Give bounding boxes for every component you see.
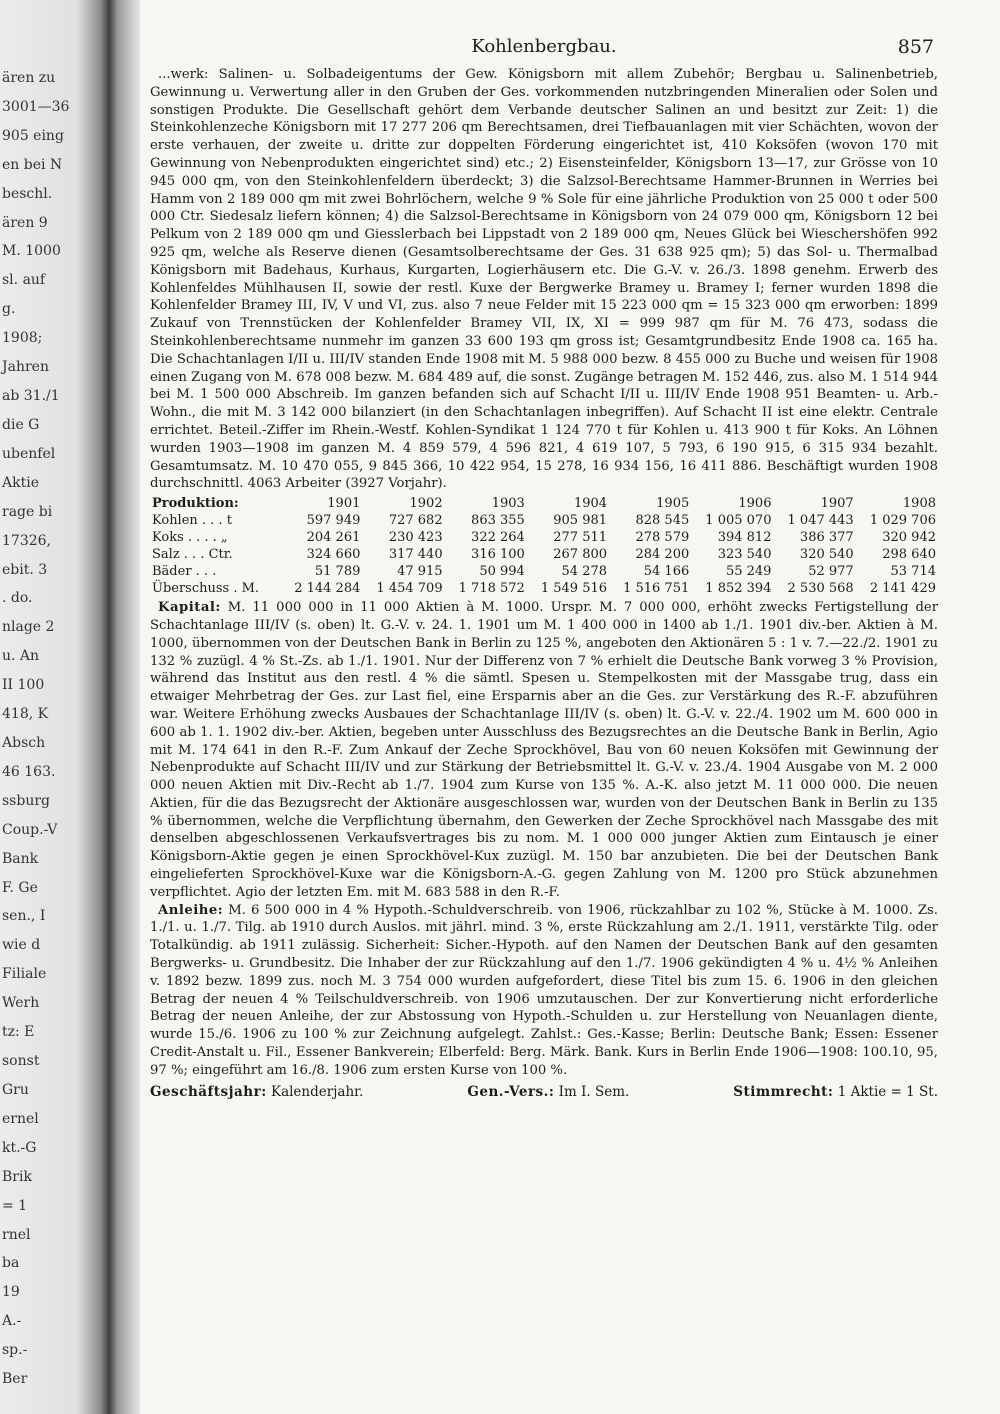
geschaeftsjahr-label: Geschäftsjahr:	[150, 1083, 267, 1100]
production-year-header: 1903	[491, 496, 525, 512]
production-cell: 863 355	[471, 513, 525, 529]
adjacent-page-text: 19	[2, 1284, 20, 1301]
adjacent-page-text: ssburg	[2, 792, 51, 809]
production-row	[150, 512, 938, 529]
production-cell: 1 454 709	[376, 581, 443, 597]
kapital-section	[150, 599, 938, 902]
production-cell: 1 852 394	[705, 581, 772, 597]
adjacent-page-text: wie d	[2, 937, 41, 954]
production-cell: 277 511	[553, 530, 608, 546]
production-row-label: Bäder . . .	[152, 564, 217, 580]
kapital-label: Kapital:	[158, 600, 221, 616]
adjacent-page-text: sonst	[2, 1053, 40, 1070]
production-cell: 394 812	[717, 530, 772, 546]
production-cell: 55 249	[725, 564, 772, 580]
production-cell: 2 530 568	[787, 581, 854, 597]
adjacent-page-text: u. An	[2, 648, 40, 665]
anleihe-text: M. 6 500 000 in 4 % Hypoth.-Schuldverschreib. von 1906, rückzahlbar zu 102 %, Stücke à M. 1000. Zs. 1./1. u. 1./7. Tilg. ab 1910 durch Auslos. mit jährl. mind. 3 %, erste Rückzahlung am 2./1. 1911, verstärkte Tilg. oder Totalkündig. ab 1911 zulässig. Sicherheit: Sicher.-Hypoth. auf den Namen der Deutschen Bank auf den gesamten Bergwerks- u. Grundbesitz. Die Inhaber der zur Rückzahlung auf den 1./7. 1906 gekündigten 4 % u. 4½ % Anleihen v. 1892 bezw. 1899 zus. noch M. 3 754 000 wurden aufgefordert, diese Titel bis zum 15. 6. 1906 in den gleichen Betrag der neuen 4 % Teilschuldverschreib. von 1906 umzutauschen. Der zur Konvertierung nicht erforderliche Betrag der neuen Anleihe, der zur Abstossung von Hypoth.-Schulden u. zur Herstellung von Neuanlagen diente, wurde 15./6. 1906 zu 100 % zur Zeichnung aufgelegt. Zahlst.: Ges.-Kasse; Berlin: Deutsche Bank; Essen: Essener Credit-Anstalt u. Fil., Essener Bankverein; Elberfeld: Berg. Märk. Bank. Kurs in Berlin Ende 1906—1908: 100.10, 95, 97 %; eingeführt am 16./8. 1906 zum ersten Kurse von 100 %.	[150, 902, 938, 1078]
adjacent-page-text: Absch	[2, 735, 46, 751]
production-cell: 1 718 572	[458, 581, 525, 597]
production-cell: 320 540	[799, 547, 854, 563]
adjacent-page-text: ubenfel	[2, 445, 56, 462]
production-cell: 323 540	[717, 547, 772, 563]
adjacent-page-text: Brik	[2, 1168, 32, 1185]
production-cell: 267 800	[553, 547, 608, 563]
adjacent-page-text: kt.-G	[2, 1139, 37, 1156]
production-header-row	[150, 495, 938, 512]
production-row-label: Kohlen . . . t	[152, 513, 232, 529]
production-cell: 1 029 706	[869, 513, 936, 529]
production-cell: 284 200	[635, 547, 690, 563]
production-row	[150, 529, 938, 546]
production-cell: 53 714	[890, 564, 936, 580]
production-cell: 50 994	[479, 564, 525, 580]
production-year-header: 1902	[409, 496, 443, 512]
production-cell: 230 423	[388, 530, 443, 546]
production-year-header: 1904	[573, 496, 608, 512]
running-title: Kohlenbergbau.	[471, 36, 617, 57]
production-cell: 386 377	[799, 530, 854, 546]
adjacent-page-text: sl. auf	[2, 272, 46, 289]
company-description: ...werk: Salinen- u. Solbadeigentums der Gew. Königsborn mit allem Zubehör; Bergbau u. Salinenbetrieb, Gewinnung u. Verwertung aller in den Gruben der Ges. vorkommenden nutzbringenden Mineralien oder Solen und sonstigen Produkte. Die Gesellschaft gehört dem Verbande deutscher Salinen an und besitzt zur Zeit: 1) die Steinkohlenzeche Königsborn mit 17 277 206 qm Berechtsamen, drei Tiefbauanlagen mit vier Schächten, wovon der erste verhauen, der zweite u. dritte zur doppelten Förderung eingerichtet ist, 410 Koksöfen (wovon 170 mit Gewinnung von Nebenprodukten eingerichtet sind) etc.; 2) Eisensteinfelder, Königsborn 13—17, zur Grösse von 10 945 000 qm, von den Steinkohlenfeldern überdeckt; 3) die Salzsol-Berechtsame Hammer-Brunnen in Werries bei Hamm von 2 189 000 qm mit zwei Bohrlöchern, welche 9 % Sole für eine jährliche Produktion von 25 000 t oder 500 000 Ctr. Siedesalz liefern können; 4) die Salzsol-Berechtsame in Königsborn von 24 079 000 qm, Königsborn 12 bei Pelkum von 2 189 000 qm und Giesslerbach bei Lippstadt von 2 189 000 qm, Neues Glück bei Wieschershöfen 992 925 qm, welche als Reserve dienen (Gesamtsolberechtsame der Ges. 31 638 925 qm); 5) das Sol- u. Thermalbad Königsborn mit Badehaus, Kurhaus, Kurgarten, Logierhäusern etc. Die G.-V. v. 26./3. 1898 genehm. Erwerb des Kohlenfeldes Mühlhausen II, sowie der restl. Kuxe der Bergwerke Bramey u. Bramey I; ferner wurden 1898 die Kohlenfelder Bramey III, IV, V und VI, zus. also 7 neue Felder mit 15 223 000 qm = 15 323 000 qm erworben: 1899 Zukauf von Trennstücken der Kohlenfelder Bramey VII, IX, XI = 999 987 qm für M. 76 473, sodass die Steinkohlenberechtsame nunmehr im ganzen 33 600 193 qm gross ist; Gesamtgrundbesitz Ende 1908 ca. 165 ha. Die Schachtanlagen I/II u. III/IV standen Ende 1908 mit M. 5 988 000 bezw. 8 455 000 zu Buche und weisen für 1908 einen Zugang von M. 678 008 bezw. M. 684 489 auf, die sonst. Zugänge betragen M. 152 446, zus. also M. 1 514 944 bei M. 1 500 000 Abschreib. Im ganzen befanden sich auf Schacht I/II u. III/IV Ende 1908 951 Beamten- u. Arb.-Wohn., die mit M. 3 142 000 bilanziert (in den Schachtanlagen inbegriffen). Auf Schacht II ist eine elektr. Centrale errichtet. Beteil.-Ziffer im Rhein.-Westf. Kohlen-Syndikat 1 124 770 t für Kohlen u. 413 900 t für Koks. An Löhnen wurden 1903—1908 im ganzen M. 4 859 579, 4 596 821, 4 619 107, 5 793, 6 190 915, 6 315 934 bezahlt. Gesamtumsatz. M. 10 470 055, 9 845 366, 10 422 954, 15 278, 16 934 156, 16 411 886. Beschäftigt wurden 1908 durchschnittl. 4063 Arbeiter (3927 Vorjahr).	[150, 67, 938, 492]
adjacent-page-text: II 100	[2, 677, 45, 694]
genvers-label: Gen.-Vers.:	[467, 1083, 555, 1100]
production-cell: 1 516 751	[623, 581, 690, 597]
footer-line	[150, 1084, 938, 1100]
production-cell: 47 915	[397, 564, 443, 580]
adjacent-page-text: Aktie	[2, 474, 39, 491]
page	[150, 30, 938, 1400]
production-row-label: Salz . . . Ctr.	[152, 547, 233, 563]
adjacent-page-text: beschl.	[2, 185, 53, 202]
anleihe-section	[150, 902, 938, 1080]
adjacent-page-text: A.-	[2, 1313, 22, 1330]
adjacent-page-text: sp.-	[2, 1342, 28, 1359]
adjacent-page-text: nlage 2	[2, 619, 55, 636]
page-number: 857	[897, 36, 934, 58]
production-label: Produktion:	[152, 496, 239, 512]
production-cell: 727 682	[388, 513, 443, 529]
adjacent-page-text: rnel	[2, 1226, 31, 1243]
adjacent-page-text: ernel	[2, 1110, 39, 1127]
production-year-header: 1907	[820, 496, 854, 512]
production-year-header: 1905	[656, 496, 690, 512]
adjacent-page-text: sen., I	[2, 908, 46, 925]
adjacent-page-text: M. 1000	[2, 243, 61, 260]
adjacent-page-text: tz: E	[2, 1024, 35, 1041]
production-cell: 597 949	[306, 513, 361, 529]
adjacent-page-text: Jahren	[2, 359, 49, 376]
production-cell: 322 264	[471, 530, 525, 546]
adjacent-page-text: ebit. 3	[2, 561, 48, 578]
adjacent-page-text: Werh	[2, 995, 40, 1012]
adjacent-page-fragment	[0, 0, 110, 1414]
stimmrecht-value: 1 Aktie = 1 St.	[837, 1083, 938, 1100]
production-cell: 52 977	[808, 564, 854, 580]
production-row-label: Überschuss . M.	[152, 581, 260, 597]
production-cell: 2 144 284	[294, 581, 361, 597]
adjacent-page-text: ba	[2, 1255, 20, 1272]
genvers-value: Im I. Sem.	[558, 1083, 630, 1100]
geschaeftsjahr-value: Kalenderjahr.	[270, 1083, 364, 1100]
production-cell: 54 278	[561, 564, 608, 580]
adjacent-page-text: 3001—36	[2, 98, 70, 115]
production-cell: 54 166	[643, 564, 690, 580]
production-cell: 828 545	[635, 513, 690, 529]
adjacent-page-text: F. Ge	[2, 879, 38, 896]
production-cell: 298 640	[882, 547, 936, 563]
adjacent-page-text: Gru	[2, 1081, 29, 1098]
production-year-header: 1906	[738, 496, 772, 512]
adjacent-page-text: 46 163.	[2, 763, 56, 780]
adjacent-page-text: Bank	[2, 850, 39, 867]
adjacent-page-text: 905 eing	[2, 127, 64, 144]
production-cell: 905 981	[553, 513, 608, 529]
adjacent-page-text: en bei N	[2, 156, 63, 173]
production-row-label: Koks . . . . „	[152, 530, 228, 546]
geschaeftsjahr	[150, 1084, 363, 1100]
production-row	[150, 580, 938, 597]
production-cell: 1 549 516	[540, 581, 608, 597]
production-year-header: 1901	[327, 496, 361, 512]
anleihe-label: Anleihe:	[158, 902, 224, 918]
stimmrecht-label: Stimmrecht:	[733, 1083, 834, 1100]
adjacent-page-text: ären 9	[2, 214, 48, 231]
production-cell: 320 942	[882, 530, 936, 546]
adjacent-page-text: 17326,	[2, 532, 51, 549]
adjacent-page-text: . do.	[2, 590, 33, 607]
production-cell: 1 047 443	[787, 513, 854, 529]
adjacent-page-text: Filiale	[2, 966, 47, 983]
production-row	[150, 546, 938, 563]
production-cell: 51 789	[314, 564, 361, 580]
production-table	[150, 495, 938, 597]
stimmrecht	[733, 1084, 938, 1100]
production-cell: 324 660	[306, 547, 361, 563]
production-row	[150, 563, 938, 580]
production-cell: 317 440	[388, 547, 443, 563]
adjacent-page-text: ären zu	[2, 70, 56, 86]
adjacent-page-text: Coup.-V	[2, 821, 58, 838]
adjacent-page-text: 418, K	[2, 706, 49, 723]
production-year-header: 1908	[902, 496, 936, 512]
adjacent-page-text: = 1	[2, 1197, 28, 1214]
adjacent-page-text: g.	[2, 301, 16, 318]
production-cell: 1 005 070	[705, 513, 772, 529]
production-cell: 204 261	[306, 530, 361, 546]
genvers	[467, 1084, 629, 1100]
page-header	[150, 30, 938, 66]
adjacent-page-text: die G	[2, 416, 40, 433]
production-cell: 278 579	[635, 530, 690, 546]
adjacent-page-text: 1908;	[2, 330, 43, 347]
adjacent-page-text: Ber	[2, 1371, 28, 1388]
adjacent-page-text: rage bi	[2, 503, 53, 520]
production-cell: 316 100	[471, 547, 525, 563]
kapital-text: M. 11 000 000 in 11 000 Aktien à M. 1000. Urspr. M. 7 000 000, erhöht zwecks Fertigstellung der Schachtanlage III/IV (s. oben) lt. G.-V. v. 24. 1. 1901 um M. 1 400 000 in 1400 ab 1./1. 1901 div.-ber. Aktien à M. 1000, übernommen von der Deutschen Bank in Berlin zu 125 %, angeboten den Aktionären 5 : 1 v. 7.—22./2. 1901 zu 132 % zuzügl. 4 % St.-Zs. ab 1./1. 1901. Nur der Differenz von 7 % erhielt die Deutsche Bank vorweg 3 % Provision, während das Institut aus den restl. 4 % die sämtl. Spesen u. Stempelkosten mit der Massgabe trug, dass ein etwaiger Mehrbetrag der Ges. zur Last fiel, eine Ersparnis aber an die Ges. zur Verstärkung des R.-F. abzuführen war. Weitere Erhöhung zwecks Ausbaues der Schachtanlage III/IV (s. oben) lt. G.-V. v. 22./4. 1902 um M. 600 000 in 600 ab 1. 1. 1902 div.-ber. Aktien, begeben unter Ausschluss des Bezugsrechtes an die Deutsche Bank in Berlin, Agio mit M. 174 641 in den R.-F. Zum Ankauf der Zeche Sprockhövel, Bau von 60 neuen Koksöfen mit Gewinnung der Nebenprodukte auf Schacht III/IV und zur Stärkung der Betriebsmittel lt. G.-V. v. 23./4. 1904 Ausgabe von M. 2 000 000 neuen Aktien mit Div.-Recht ab 1./7. 1904 zum Kurse von 135 %. A.-K. also jetzt M. 11 000 000. Die neuen Aktien, für die das Bezugsrecht der Aktionäre ausgeschlossen war, wurden von der Deutschen Bank in Berlin zu 135 % übernommen, welche die Verpflichtung übernahm, den Gewerken der Zeche Sprockhövel nach Massgabe des mit denselben abgeschlossenen Verkaufsvertrages bis zu nom. M. 1 000 000 junger Aktien zum Eintausch je einer Königsborn-Aktie gegen je einen Sprockhövel-Kux zuzügl. M. 150 bar anzubieten. Die bei der Deutschen Bank eingelieferten Sprockhövel-Kuxe war die Königsborn-A.-G. gegen Zahlung von M. 1200 pro Stück abzunehmen verpflichtet. Agio der letzten Em. mit M. 683 588 in den R.-F.	[150, 600, 938, 900]
adjacent-page-text: ab 31./1	[2, 388, 60, 405]
production-cell: 2 141 429	[869, 581, 936, 597]
